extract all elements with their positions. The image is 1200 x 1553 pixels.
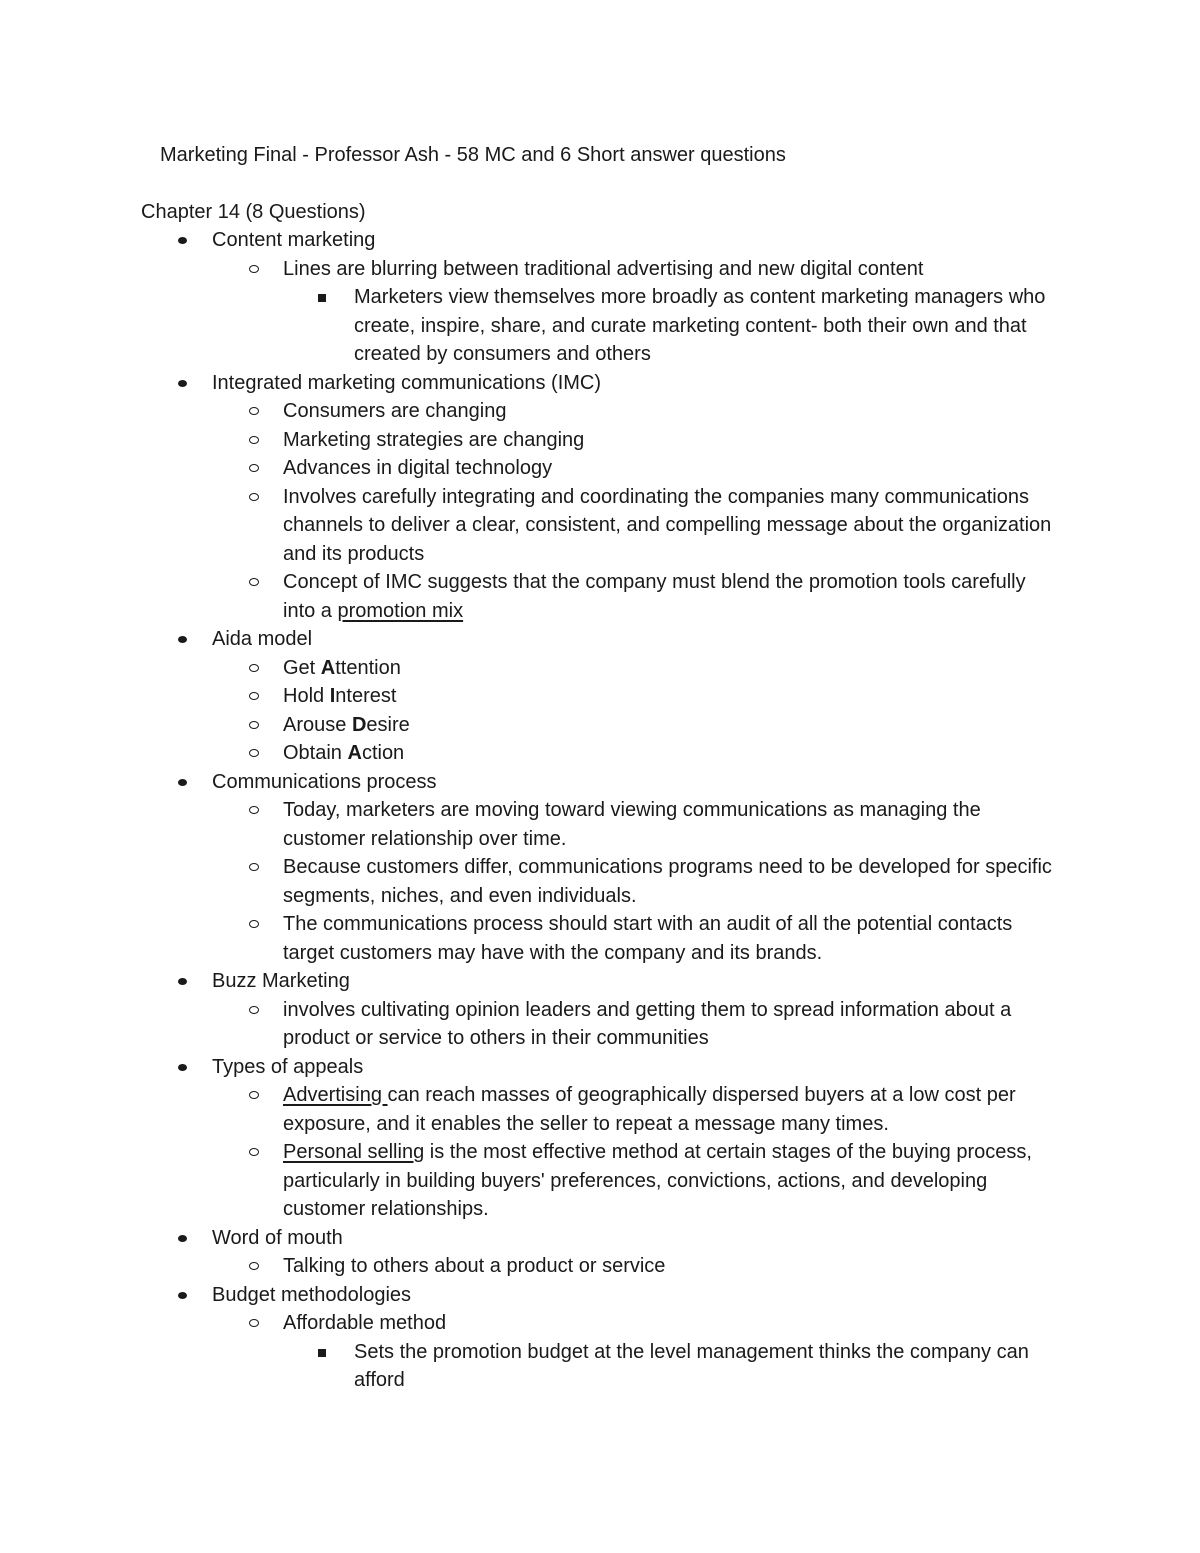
topic-label: Budget methodologies (212, 1283, 412, 1306)
list-item (0, 1224, 1058, 1281)
topic-label: Integrated marketing communications (IMC) (212, 371, 602, 394)
aida-letter: A (347, 742, 362, 764)
circle-bullet-icon (249, 721, 259, 729)
list-item-text: Advances in digital technology (283, 457, 553, 479)
list-item-text (283, 654, 1058, 683)
list-item-text: Consumers are changing (283, 400, 507, 422)
aida-letter: D (351, 713, 367, 736)
list-item-text: Today, marketers are moving toward viewing communications as managing the customer relationship over time. (283, 799, 981, 850)
circle-bullet-icon (249, 464, 259, 472)
list-item-text: Sets the promotion budget at the level management thinks the company can afford (354, 1340, 1029, 1391)
advertising-text: can reach masses of geographically dispersed buyers at a low cost per exposure, and it enables the seller to repeat a message many times. (283, 1084, 1016, 1135)
topic-label: Communications process (212, 770, 437, 793)
personal-selling-link: Personal selling (283, 1141, 425, 1163)
circle-bullet-icon (249, 493, 259, 501)
list-item-text: Talking to others about a product or service (283, 1255, 666, 1277)
list-item (0, 654, 1058, 683)
list-item-text: Lines are blurring between traditional advertising and new digital content (283, 257, 924, 280)
list-item-text (283, 1081, 1058, 1138)
aida-pre: Arouse (283, 713, 352, 736)
list-item-text: Marketers view themselves more broadly as content marketing managers who create, inspire, share, and curate marketing content- both their own and that created by consumers and others (354, 286, 1046, 365)
bullet-icon (178, 1292, 187, 1299)
aida-pre: Get (283, 656, 321, 679)
circle-bullet-icon (249, 1006, 259, 1014)
list-item (0, 910, 1058, 967)
list-item (0, 255, 1058, 369)
page-title: Marketing Final - Professor Ash - 58 MC and 6 Short answer questions (160, 144, 786, 166)
aida-post: esire (366, 713, 410, 736)
list-item (0, 768, 1058, 968)
aida-pre: Hold (283, 685, 330, 707)
circle-bullet-icon (249, 1319, 259, 1327)
list-item (0, 568, 1058, 625)
circle-bullet-icon (249, 436, 259, 444)
list-item (0, 1338, 1059, 1395)
list-item (0, 796, 1058, 853)
square-bullet-icon (318, 1349, 326, 1357)
list-item (0, 226, 1058, 369)
bullet-icon (178, 779, 187, 786)
aida-letter: I (329, 685, 336, 707)
bullet-icon (178, 1235, 187, 1242)
circle-bullet-icon (249, 1091, 259, 1099)
bullet-icon (178, 1064, 187, 1071)
list-item-text: Involves carefully integrating and coordinating the companies many communications channels to deliver a clear, consistent, and compelling message about the organization and its products (283, 485, 1052, 565)
list-item (0, 682, 1058, 711)
aida-post: ttention (335, 656, 401, 679)
list-item (0, 625, 1058, 768)
circle-bullet-icon (249, 1262, 259, 1270)
chapter-heading: Chapter 14 (8 Questions) (141, 201, 366, 223)
circle-bullet-icon (249, 692, 259, 700)
personal-selling-text: is the most effective method at certain stages of the buying process, particularly in building buyers' preferences, convictions, actions, and developing customer relationships. (283, 1141, 1032, 1220)
list-item (0, 1309, 1058, 1395)
list-item (0, 369, 1058, 626)
list-item (0, 1252, 1058, 1281)
list-item-text (283, 682, 1058, 711)
bullet-icon (178, 978, 187, 985)
list-item-text: Affordable method (283, 1312, 447, 1334)
topic-label: Content marketing (212, 229, 376, 251)
advertising-link: Advertising (283, 1084, 388, 1106)
topic-label: Buzz Marketing (212, 970, 350, 992)
list-item-text (283, 711, 1058, 740)
list-item (0, 454, 1058, 483)
list-item-text: Marketing strategies are changing (283, 428, 585, 451)
aida-post: ction (361, 742, 405, 764)
circle-bullet-icon (249, 265, 259, 273)
circle-bullet-icon (249, 863, 259, 871)
bullet-icon (178, 237, 187, 244)
list-item-text: Because customers differ, communications programs need to be developed for specific segments, niches, and even individuals. (283, 856, 1052, 907)
list-item (0, 711, 1058, 740)
list-item (0, 739, 1058, 768)
topic-label: Types of appeals (212, 1055, 364, 1078)
list-item (0, 1138, 1058, 1224)
list-item (0, 283, 1059, 369)
list-item (0, 483, 1058, 569)
bullet-icon (178, 380, 187, 387)
list-item (0, 1081, 1058, 1138)
circle-bullet-icon (249, 749, 259, 757)
circle-bullet-icon (249, 920, 259, 928)
aida-post: nterest (335, 685, 397, 707)
topic-label: Aida model (212, 628, 313, 650)
list-item (0, 1053, 1058, 1224)
circle-bullet-icon (249, 664, 259, 672)
list-item (0, 853, 1058, 910)
list-item-text (283, 739, 1058, 768)
list-item-text: The communications process should start with an audit of all the potential contacts target customers may have with the company and its brands. (283, 913, 1013, 964)
list-item (0, 1281, 1058, 1395)
list-item-text (283, 568, 1058, 625)
list-item-text: involves cultivating opinion leaders and getting them to spread information about a product or service to others in their communities (283, 998, 1012, 1049)
list-item-text (283, 1138, 1058, 1224)
notes-outline (0, 226, 1058, 1395)
bullet-icon (178, 636, 187, 643)
circle-bullet-icon (249, 1148, 259, 1156)
topic-label: Word of mouth (212, 1226, 343, 1249)
promotion-mix-link: promotion mix (337, 599, 464, 622)
circle-bullet-icon (249, 806, 259, 814)
aida-letter: A (320, 656, 336, 679)
circle-bullet-icon (249, 578, 259, 586)
list-item (0, 967, 1058, 1053)
imc-concept-text: Concept of IMC suggests that the company must blend the promotion tools carefully into a (283, 571, 1026, 622)
aida-pre: Obtain (283, 742, 348, 764)
square-bullet-icon (318, 294, 326, 302)
list-item (0, 397, 1058, 426)
list-item (0, 426, 1058, 455)
circle-bullet-icon (249, 407, 259, 415)
list-item (0, 996, 1058, 1053)
